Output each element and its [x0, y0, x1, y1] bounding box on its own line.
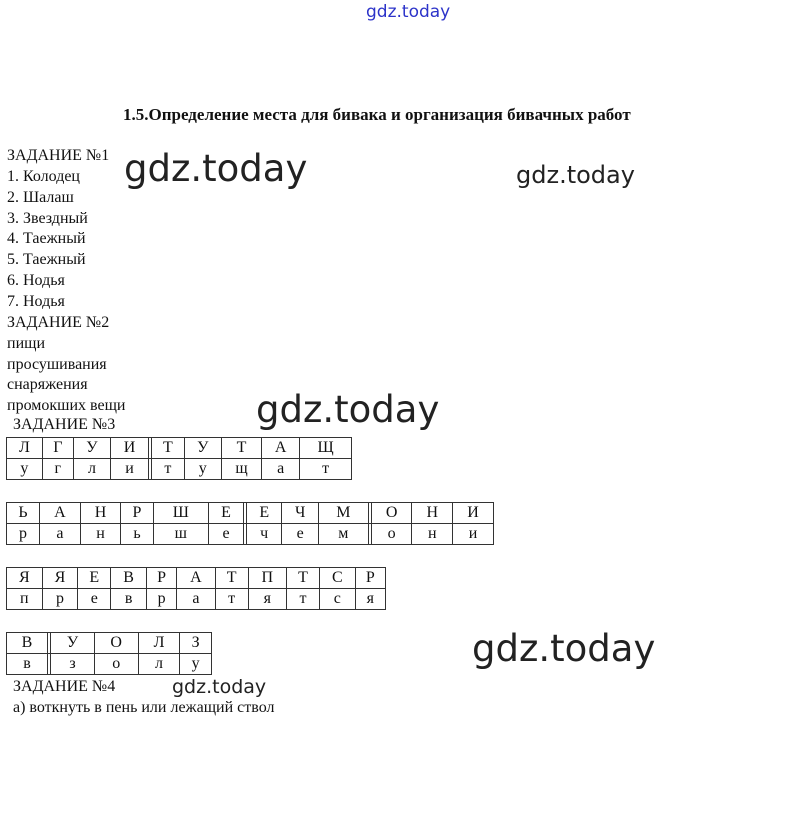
cipher-cell: Р [121, 503, 153, 524]
cipher-cell: о [94, 654, 138, 675]
cipher-table-2 [6, 502, 494, 545]
task2-item: промокших вещи [7, 397, 126, 414]
cipher-cell: в [111, 589, 147, 610]
cipher-cell: а [177, 589, 215, 610]
cipher-cell: н [412, 524, 453, 545]
page-title: 1.5.Определение места для бивака и организация бивачных работ [123, 105, 631, 124]
task3-heading: ЗАДАНИЕ №3 [13, 416, 116, 433]
cipher-cell: з [51, 654, 94, 675]
task1-item: 7. Нодья [7, 293, 65, 310]
cipher-cell: Н [80, 503, 121, 524]
task1-item: 3. Звездный [7, 210, 88, 227]
task2-heading: ЗАДАНИЕ №2 [7, 314, 110, 331]
cipher-cell: П [248, 568, 286, 589]
cipher-cell: Щ [300, 438, 352, 459]
cipher-cell: н [80, 524, 121, 545]
task2-item: снаряжения [7, 376, 88, 393]
cipher-cell: Ь [7, 503, 40, 524]
cipher-cell: З [180, 633, 212, 654]
watermark: gdz.today [516, 161, 635, 189]
cipher-cell: М [319, 503, 368, 524]
cipher-cell: р [146, 589, 176, 610]
cipher-cell: Р [146, 568, 176, 589]
cipher-cell: Г [42, 438, 73, 459]
cipher-cell: т [287, 589, 320, 610]
cipher-cell: и [111, 459, 149, 480]
cipher-cell: щ [221, 459, 261, 480]
cipher-cell: е [78, 589, 111, 610]
cipher-row-bottom [7, 589, 386, 610]
cipher-cell: Т [221, 438, 261, 459]
cipher-cell: р [42, 589, 78, 610]
task1-item: 6. Нодья [7, 272, 65, 289]
cipher-row-bottom [7, 459, 352, 480]
cipher-cell: у [184, 459, 221, 480]
cipher-cell: м [319, 524, 368, 545]
cipher-cell: т [152, 459, 185, 480]
cipher-cell: В [7, 633, 48, 654]
cipher-row-top [7, 438, 352, 459]
cipher-cell: У [51, 633, 94, 654]
task2-item: пищи [7, 335, 46, 352]
cipher-cell: Т [287, 568, 320, 589]
task1-item: 5. Таежный [7, 251, 86, 268]
cipher-cell: т [300, 459, 352, 480]
watermark: gdz.today [472, 627, 656, 670]
task4-item: а) воткнуть в пень или лежащий ствол [13, 699, 275, 716]
cipher-cell: Н [412, 503, 453, 524]
cipher-cell: Е [209, 503, 244, 524]
site-watermark-top[interactable]: gdz.today [366, 2, 451, 22]
cipher-table-3 [6, 567, 386, 610]
cipher-cell: в [7, 654, 48, 675]
cipher-row-top [7, 568, 386, 589]
cipher-cell: у [7, 459, 43, 480]
cipher-cell: о [371, 524, 412, 545]
cipher-table-4 [6, 632, 212, 675]
cipher-row-bottom [7, 654, 212, 675]
cipher-cell: Е [247, 503, 282, 524]
cipher-row-bottom [7, 524, 494, 545]
cipher-cell: А [177, 568, 215, 589]
cipher-cell: А [262, 438, 300, 459]
cipher-cell: е [282, 524, 319, 545]
cipher-cell: р [7, 524, 40, 545]
cipher-cell: О [371, 503, 412, 524]
cipher-cell: п [7, 589, 43, 610]
cipher-cell: Ш [153, 503, 209, 524]
cipher-cell: и [453, 524, 494, 545]
cipher-cell: а [40, 524, 81, 545]
cipher-cell: г [42, 459, 73, 480]
cipher-cell: У [73, 438, 110, 459]
cipher-cell: ь [121, 524, 153, 545]
cipher-cell: т [215, 589, 248, 610]
cipher-cell: Т [215, 568, 248, 589]
cipher-cell: Л [7, 438, 43, 459]
cipher-cell: И [453, 503, 494, 524]
cipher-row-top [7, 633, 212, 654]
cipher-cell: В [111, 568, 147, 589]
cipher-cell: я [355, 589, 385, 610]
cipher-cell: Е [78, 568, 111, 589]
cipher-cell: У [184, 438, 221, 459]
cipher-cell: а [262, 459, 300, 480]
watermark: gdz.today [124, 147, 308, 190]
cipher-cell: ч [247, 524, 282, 545]
cipher-cell: Я [7, 568, 43, 589]
watermark: gdz.today [172, 676, 267, 698]
cipher-cell: у [180, 654, 212, 675]
cipher-table-1 [6, 437, 352, 480]
task1-item: 2. Шалаш [7, 189, 74, 206]
task1-item: 4. Таежный [7, 230, 86, 247]
task1-heading: ЗАДАНИЕ №1 [7, 147, 110, 164]
cipher-cell: я [248, 589, 286, 610]
cipher-cell: И [111, 438, 149, 459]
task2-item: просушивания [7, 356, 107, 373]
cipher-cell: л [73, 459, 110, 480]
cipher-cell: Ч [282, 503, 319, 524]
cipher-cell: л [138, 654, 180, 675]
cipher-cell: А [40, 503, 81, 524]
cipher-cell: Р [355, 568, 385, 589]
task1-item: 1. Колодец [7, 168, 80, 185]
cipher-cell: с [319, 589, 355, 610]
cipher-cell: Т [152, 438, 185, 459]
cipher-cell: С [319, 568, 355, 589]
cipher-cell: Я [42, 568, 78, 589]
cipher-row-top [7, 503, 494, 524]
task4-heading: ЗАДАНИЕ №4 [13, 678, 116, 695]
cipher-cell: О [94, 633, 138, 654]
watermark: gdz.today [256, 388, 440, 431]
cipher-cell: е [209, 524, 244, 545]
cipher-cell: Л [138, 633, 180, 654]
cipher-cell: ш [153, 524, 209, 545]
